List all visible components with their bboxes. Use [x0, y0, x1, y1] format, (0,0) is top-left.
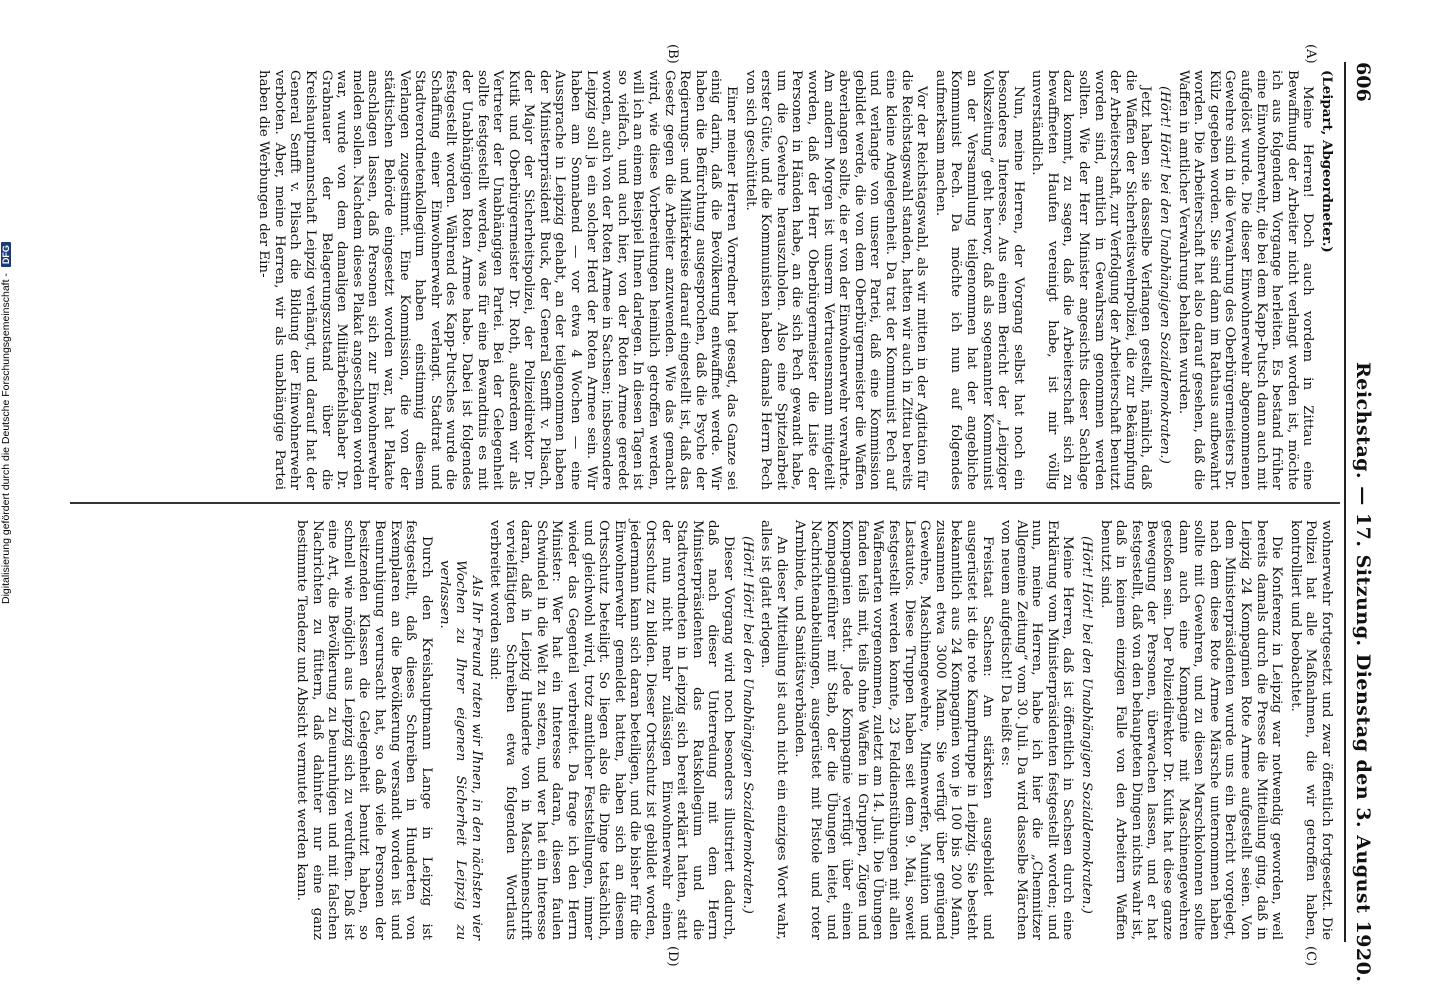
interjection: (Hört! Hört! bei den Unabhängigen Sozialdemokraten.) — [1079, 536, 1095, 914]
paragraph: Nun, meine Herren, der Vorgang selbst hat noch ein besonderes Interesse. Aus einem Bericht der „Leipziger Volkszeitung“ geht hervor, daß als sogenannter Kommunist an der Versammlung teilgenommen hat der angebliche Kommunist Pech. Da möchte ich nun auf folgendes aufmerksam machen. — [932, 70, 1026, 490]
paragraph: Durch den Kreishauptmann Lange in Leipzig ist festgestellt, daß dieses Schreiben in Hunderten von Exemplaren an die Bevölkerung versandt worden ist und Beunruhigung verursacht hat, so daß viele Personen der besitzenden Klassen die Gelegenheit benutzt haben, so schnell wie möglich aus Leipzig sich zu verduften. Daß ist eine Art, die Bevölkerung zu beunruhigen und mit falschen Nachrichten zu füttern, daß dahinter nur eine ganz bestimmte Tendenz und Absicht vermutet werden kann. — [294, 520, 434, 940]
interjection: (Hört! Hört! bei den Unabhängigen Sozialdemokraten.) — [739, 536, 755, 914]
margin-label-a: (A) — [1303, 44, 1318, 64]
quoted-letter: Als Ihr Freund raten wir Ihnen, in den nächsten vier Wochen zu Ihrer eigenen Sicherheit Leipzig zu verlassen. — [437, 560, 484, 940]
margin-label-d: (D) — [665, 946, 680, 967]
column-divider — [70, 502, 1340, 504]
quoted-passage: Freistaat Sachsen: Am stärksten ausgebildet und ausgerüstet ist die rote Kampftruppe in Leipzig. Sie besteht bekanntlich aus 24 Kompagnien von je 100 bis 200 Mann, zusammen etwa 3000 Mann. Sie verfügt über genügend Gewehre, Maschinengewehre, Minenwerfer, Munition und Lastautos. Diese Truppen haben seit dem 9. Mai, soweit festgestellt werden konnte, 23 Felddienstübungen mit allen Waffenarten vorgenommen, zuletzt am 14. Juli. Die Übungen fanden teils mit, teils ohne Waffen in Gruppen, Zügen und Kompagnien statt. Jede Kompagnie verfügt über einen Kompagnieführer mit Stab, der die Übungen leitet, und Nachrichtenabteilungen, ausgerüstet mit Pistole und roter Armbinde, und Sanitätsverbänden. — [792, 520, 995, 940]
page-header — [1344, 62, 1374, 983]
credit-text: Digitalisierung gefördert durch die Deutsche Forschungsgemeinschaft - — [0, 273, 12, 604]
speaker-line: (Leipart, Abgeordneter.) — [1319, 70, 1335, 253]
paragraph: An dieser Mitteilung ist auch nicht ein einziges Wort wahr, alles ist glatt erlogen. — [758, 520, 789, 940]
margin-label-c: (C) — [1303, 946, 1318, 967]
dfg-logo-icon: DFG — [1, 242, 11, 267]
running-title: Reichstag. — 17. Sitzung. Dienstag den 3. August 1920. — [1352, 362, 1374, 983]
paragraph: Dieser Vorgang wird noch besonders illustriert dadurch, daß nach dieser Unterredung mit dem Herrn Ministerpräsidenten das Ratskollegium und die Stadtverordneten in Leipzig sich bereit erklärt hatten, statt der nun nicht mehr zulässigen Einwohnerwehr einen Ortsschutz zu bilden. Dieser Ortsschutz ist gebildet worden, jedermann kann sich daran beteiligen, und die bisher für die Einwohnerwehr gemeldet hatten, haben sich an diesem Ortsschutz beteiligt. So liegen also die Dinge tatsächlich, und gleichwohl wird, trotz amtlicher Feststellungen, immer wieder das Gegenteil verbreitet. Da frage ich den Herrn Minister: Wer hat ein Interesse daran, diesen faulen Schwindel in die Welt zu setzen, und wer hat ein Interesse daran, daß in Leipzig Hunderte von in Maschinenschrift vervielfältigten Schreiben etwa folgenden Wortlauts verbreitet worden sind: — [487, 520, 737, 940]
header-rule — [1344, 62, 1346, 942]
paragraph: Meine Herren! Doch auch vordem in Zittau eine Bewaffnung der Arbeiter nicht verlangt worden ist, möchte ich aus folgendem Vorgange herleiten. Es bestand früher eine Einwohnerwehr, die bei dem Kapp-Putsch dann auch mit aufgelöst wurde. Die dieser Einwohnerwehr abgenommenen Gewehre sind in die Verwahrung des Oberbürgermeisters Dr. Külz gegeben worden. Sie sind dann im Rathaus aufbewahrt worden. Die Arbeiterschaft hat also darauf gesehen, daß die Waffen in amtlicher Verwahrung behalten wurden. — [1175, 70, 1316, 490]
paragraph: Einer meiner Herren Vorredner hat gesagt, das Ganze sei einig darin, daß die Bevölkerung entwaffnet werde. Wir haben die Befürchtung ausgesprochen, daß die Psyche der Regierungs- und Militärkreise darauf eingestellt ist, daß das Gesetz gegen die Arbeiter anzuwenden. Wie das gemacht wird, wie diese Vorbereitungen heimlich getroffen werden, will ich an einem Beispiel Ihnen darlegen. In diesen Tagen ist so vielfach, und auch hier, von der Roten Armee geredet worden, auch von der Roten Armee in Sachsen; insbesondere Leipzig soll ja ein solcher Herd der Roten Armee sein. Wir haben am Sonnabend — vor etwa 4 Wochen — eine Aussprache in Leipzig gehabt, an der teilgenommen haben der Ministerpräsident Buck, der General Senfft v. Pilsach, der Major der Sicherheitspolizei, der Polizeidirektor Dr. Kutik und Oberbürgermeister Dr. Roth, außerdem wir als Vertreter der Unabhängigen Partei. Bei der Gelegenheit sollte festgestellt werden, was für eine Bewandtnis es mit der Unabhängigen Roten Armee habe. Dabei ist folgendes festgestellt worden. Während des Kapp-Putsches wurde die Schaffung einer Einwohnerwehr verlangt. Stadtrat und Stadtverordnetenkollegium haben einstimmig diesem Verlangen zugestimmt. Eine Kommission, die von der städtischen Behörde eingesetzt worden war, hat Plakate anschlagen lassen, daß Personen sich zur Einwohnerwehr melden sollen. Nachdem dieses Plakat angeschlagen worden war, wurde von dem damaligen Militärbefehlshaber Dr. Grabnauer der Belagerungszustand über die Kreishauptmannschaft Leipzig verhängt, und darauf hat der General Senfft v. Pilsach die Bildung der Einwohnerwehr verboten. Aber, meine Herren, wir als unabhängige Partei haben die Werbungen der Ein- — [256, 70, 740, 490]
left-text-column — [253, 70, 1334, 490]
paragraph: wohnerwehr fortgesetzt und zwar öffentlich fortgesetzt. Die Polizei hat alle Maßnahmen, die wir getroffen haben, kontrolliert und beobachtet. — [1287, 520, 1334, 940]
paragraph: Meine Herren, daß ist öffentlich in Sachsen durch eine Erklärung vom Ministerpräsidenten festgestellt worden; und nun, meine Herren, habe ich hier die „Chemnitzer Allgemeine Zeitung“ vom 30. Juli. Da wird dasselbe Märchen von neuem aufgetischt! Da heißt es: — [998, 520, 1076, 940]
paragraph: Jetzt haben sie dasselbe Verlangen gestellt, nämlich, daß die Waffen der Sicherheitswehrpolizei, die zur Bekämpfung der Arbeiterschaft, zur Verfolgung der Arbeiterschaft benutzt worden sind, amtlich in Gewahrsam genommen werden sollten. Wie der Herr Minister angesichts dieser Sachlage dazu kommt, zu sagen, daß die Arbeiterschaft sich zu bewaffneten Haufen vereinigt habe, ist mir völlig unverständlich. — [1029, 70, 1154, 490]
page-number: 606 — [1352, 62, 1374, 102]
interjection: (Hört! Hört! bei den Unabhängigen Sozialdemokraten.) — [1157, 86, 1173, 464]
right-text-column — [290, 520, 1334, 940]
rotated-scan-page — [80, 22, 1380, 982]
digitization-credit — [0, 214, 16, 604]
margin-label-b: (B) — [665, 44, 680, 64]
paragraph: Vor der Reichstagswahl, als wir mitten in der Agitation für die Reichstagswahl standen, hatten wir auch in Zittau bereits eine kleine Angelegenheit. Da trat der Kommunist Pech auf und verlangte von unserer Partei, daß eine Kommission gebildet werde, die von dem Oberbürgermeister die Waffen abverlangen sollte, die er von der Einwohnerwehr verwahrte. Am andern Morgen ist unserm Vertrauensmann mitgeteilt worden, daß der Herr Oberbürgermeister die Liste der Personen in Händen habe, an die sich Pech gewandt habe, um die Gewehre herauszuholen. Also eine Spitzelarbeit erster Güte, und die Kommunisten haben damals Herrn Pech von sich geschüttelt. — [742, 70, 930, 490]
paragraph: Die Konferenz in Leipzig war notwendig geworden, weil bereits damals durch die Presse die Mitteilung ging, daß in Leipzig 24 Kompagnien Rote Armee aufgestellt seien. Von dem Ministerpräsidenten wurde uns ein Bericht vorgelegt, nach dem diese Rote Armee Märsche unternommen haben sollte mit Gewehren, und zu diesen Marschkolonnen sollte dann auch eine Kompagnie mit Maschinengewehren gestoßen sein. Der Polizeidirektor Dr. Kutik hat diese ganze Bewegung der Personen, überwachen lassen, und er hat festgestellt, daß von den behaupteten Dingen nichts wahr ist, daß in keinem einzigen Falle von den Arbeitern Waffen benutzt sind. — [1097, 520, 1285, 940]
